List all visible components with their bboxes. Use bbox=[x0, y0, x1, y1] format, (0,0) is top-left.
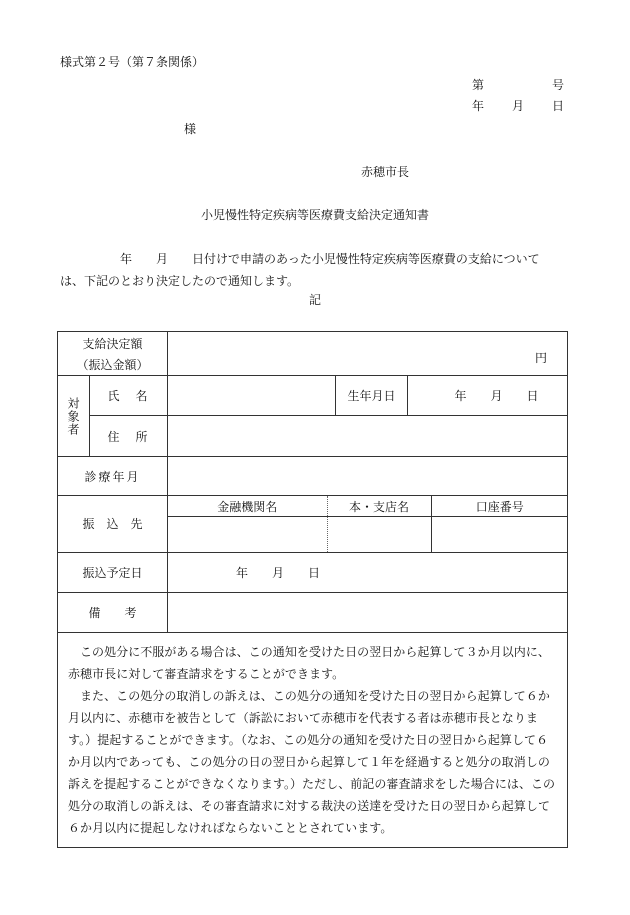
body-line-1: 年 月 日付けで申請のあった小児慢性特定疾病等医療費の支給につい bbox=[120, 252, 528, 266]
payment-amount-field[interactable] bbox=[168, 332, 568, 376]
document-number-line bbox=[472, 76, 564, 93]
remarks-field[interactable] bbox=[168, 592, 568, 632]
issue-day: 日 bbox=[551, 99, 564, 113]
notes-paragraph-1: この処分に不服がある場合は、この通知を受けた日の翌日から起算して３か月以内に、赤穂市長に対して審査請求をすることができます。 bbox=[68, 644, 550, 681]
payment-label-2: （振込金額） bbox=[76, 357, 149, 372]
decision-form-table bbox=[57, 331, 568, 848]
addressee-suffix: 様 bbox=[184, 122, 197, 136]
branch-label: 本・支店名 bbox=[327, 496, 431, 517]
number-suffix: 号 bbox=[551, 78, 564, 92]
issuer: 赤穂市長 bbox=[361, 165, 410, 179]
address-label: 住 所 bbox=[90, 416, 168, 457]
scheduled-label: 振込予定日 bbox=[58, 552, 168, 592]
address-row bbox=[58, 416, 568, 457]
account-field[interactable] bbox=[431, 517, 568, 552]
body-text bbox=[60, 248, 568, 292]
name-field[interactable] bbox=[168, 376, 336, 416]
bank-label: 金融機関名 bbox=[168, 496, 327, 517]
payment-row bbox=[58, 332, 568, 376]
name-row bbox=[58, 376, 568, 416]
birth-date-field[interactable] bbox=[408, 376, 568, 416]
scheduled-date-value: 年 月 日 bbox=[236, 565, 321, 580]
payment-label-cell bbox=[58, 332, 168, 376]
address-field[interactable] bbox=[168, 416, 568, 457]
treatment-field[interactable] bbox=[168, 457, 568, 496]
branch-field[interactable] bbox=[327, 517, 431, 552]
number-prefix: 第 bbox=[472, 78, 485, 92]
transfer-row bbox=[58, 496, 568, 553]
issue-year: 年 bbox=[472, 99, 485, 113]
transfer-inner-table bbox=[168, 496, 568, 552]
remarks-row bbox=[58, 592, 568, 632]
body-line-1-tail: て bbox=[527, 252, 540, 266]
scheduled-row bbox=[58, 552, 568, 592]
transfer-detail-cell bbox=[168, 496, 568, 553]
notes-paragraph-2: また、この処分の取消しの訴えは、この処分の通知を受けた日の翌日から起算して６か月以内に、赤穂市を被告として（訴訟において赤穂市を代表する者は赤穂市長となります。）提起することができます。（なお、この処分の通知を受けた日の翌日から起算して６か月以内であっても、この処分の日の翌日から起算して１年を経過すると処分の取消しの訴えを提起することができなくなります。）ただし、前記の審査請求をした場合には、この処分の取消しの訴えは、その審査請求に対する裁決の送達を受けた日の翌日から起算して６か月以内に提起しなければならないこととされています。 bbox=[68, 688, 556, 835]
body-line-2: は、下記のとおり決定したので通知します。 bbox=[60, 274, 300, 288]
subject-label: 対象者 bbox=[66, 396, 80, 436]
name-label: 氏 名 bbox=[90, 376, 168, 416]
transfer-label: 振 込 先 bbox=[58, 496, 168, 553]
ki-marker: 記 bbox=[308, 293, 321, 307]
yen-unit: 円 bbox=[535, 351, 548, 365]
payment-label-1: 支給決定額 bbox=[82, 336, 143, 351]
account-label: 口座番号 bbox=[431, 496, 568, 517]
remarks-label: 備 考 bbox=[58, 592, 168, 632]
notes-cell bbox=[58, 632, 568, 847]
scheduled-date-field[interactable] bbox=[168, 552, 568, 592]
birth-date-value: 年 月 日 bbox=[454, 389, 539, 403]
birth-label: 生年月日 bbox=[336, 376, 408, 416]
document-title: 小児慢性特定疾病等医療費支給決定通知書 bbox=[200, 208, 429, 222]
notes-row bbox=[58, 632, 568, 847]
treatment-label: 診療年月 bbox=[58, 457, 168, 496]
form-number: 様式第２号（第７条関係） bbox=[60, 55, 205, 69]
issue-month: 月 bbox=[511, 99, 524, 113]
subject-label-cell bbox=[58, 376, 90, 457]
bank-field[interactable] bbox=[168, 517, 327, 552]
treatment-row bbox=[58, 457, 568, 496]
issue-date-line bbox=[472, 97, 564, 114]
